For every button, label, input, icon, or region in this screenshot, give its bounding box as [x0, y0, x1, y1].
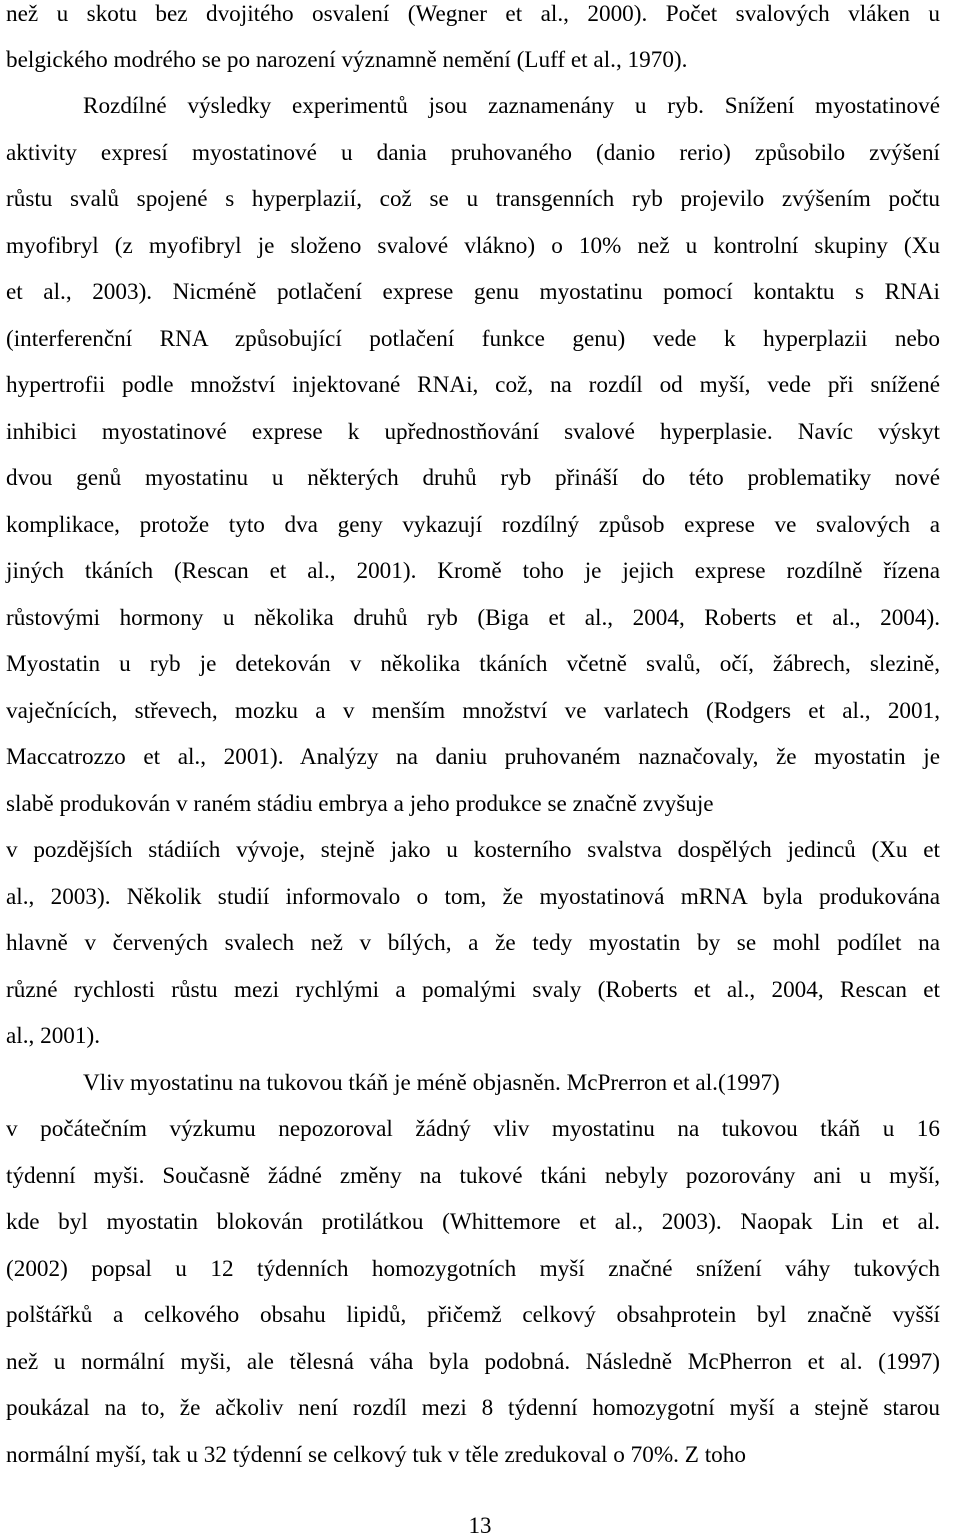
text-line: kde byl myostatin blokován protilátkou (Whittemore et al., 2003). Naopak Lin et al. [6, 1209, 940, 1235]
text-line: jiných tkáních (Rescan et al., 2001). Kromě toho je jejich exprese rozdílně řízena [6, 558, 940, 584]
text-line: komplikace, protože tyto dva geny vykazují rozdílný způsob exprese ve svalových a [6, 512, 940, 538]
text-line: aktivity expresí myostatinové u dania pruhovaného (danio rerio) způsobilo zvýšení [6, 140, 940, 166]
text-line: normální myší, tak u 32 týdenní se celkový tuk v těle zredukoval o 70%. Z toho [6, 1442, 746, 1468]
text-line: růstu svalů spojené s hyperplazií, což se u transgenních ryb projevilo zvýšením počtu [6, 186, 940, 212]
text-line: různé rychlosti růstu mezi rychlými a pomalými svaly (Roberts et al., 2004, Rescan et [6, 977, 940, 1003]
text-line: vaječnících, střevech, mozku a v menším množství ve varlatech (Rodgers et al., 2001, [6, 698, 940, 724]
text-line: slabě produkován v raném stádiu embrya a jeho produkce se značně zvyšuje [6, 791, 714, 817]
text-line: myofibryl (z myofibryl je složeno svalové vlákno) o 10% než u kontrolní skupiny (Xu [6, 233, 940, 259]
text-line: týdenní myši. Současně žádné změny na tukové tkáni nebyly pozorovány ani u myší, [6, 1163, 940, 1189]
text-line: inhibici myostatinové exprese k upřednostňování svalové hyperplasie. Navíc výskyt [6, 419, 940, 445]
text-line: belgického modrého se po narození významně nemění (Luff et al., 1970). [6, 47, 688, 73]
text-line: Vliv myostatinu na tukovou tkáň je méně objasněn. McPrerron et al.(1997) [83, 1070, 780, 1096]
text-line: hypertrofii podle množství injektované RNAi, což, na rozdíl od myší, vede při snížené [6, 372, 940, 398]
text-line: Myostatin u ryb je detekován v několika tkáních včetně svalů, očí, žábrech, slezině, [6, 651, 940, 677]
text-line: v pozdějších stádiích vývoje, stejně jako u kosterního svalstva dospělých jedinců (Xu et [6, 837, 940, 863]
page-number: 13 [468, 1513, 492, 1538]
text-line: et al., 2003). Nicméně potlačení exprese genu myostatinu pomocí kontaktu s RNAi [6, 279, 940, 305]
text-line: dvou genů myostatinu u některých druhů ryb přináší do této problematiky nové [6, 465, 940, 491]
text-line: než u skotu bez dvojitého osvalení (Wegner et al., 2000). Počet svalových vláken u [6, 1, 940, 27]
text-line: v počátečním výzkumu nepozoroval žádný vliv myostatinu na tukovou tkáň u 16 [6, 1116, 940, 1142]
text-line: polštářků a celkového obsahu lipidů, přičemž celkový obsahprotein byl značně vyšší [6, 1302, 940, 1328]
text-line: al., 2001). [6, 1023, 101, 1049]
text-line: růstovými hormony u několika druhů ryb (Biga et al., 2004, Roberts et al., 2004). [6, 605, 940, 631]
text-line: hlavně v červených svalech než v bílých, a že tedy myostatin by se mohl podílet na [6, 930, 940, 956]
text-line: (interferenční RNA způsobující potlačení funkce genu) vede k hyperplazii nebo [6, 326, 940, 352]
text-line: Maccatrozzo et al., 2001). Analýzy na daniu pruhovaném naznačovaly, že myostatin je [6, 744, 940, 770]
text-line: (2002) popsal u 12 týdenních homozygotních myší značné snížení váhy tukových [6, 1256, 940, 1282]
text-line: poukázal na to, že ačkoliv není rozdíl mezi 8 týdenní homozygotní myší a stejně starou [6, 1395, 940, 1421]
text-line: než u normální myši, ale tělesná váha byla podobná. Následně McPherron et al. (1997) [6, 1349, 940, 1375]
text-line: Rozdílné výsledky experimentů jsou zaznamenány u ryb. Snížení myostatinové [83, 93, 940, 119]
text-line: al., 2003). Několik studií informovalo o tom, že myostatinová mRNA byla produkována [6, 884, 940, 910]
